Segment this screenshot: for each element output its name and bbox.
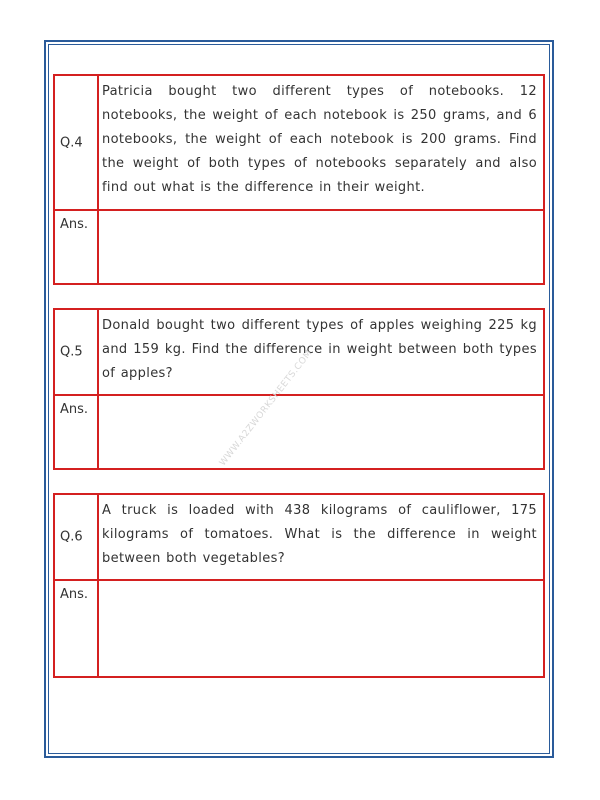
question-text: Donald bought two different types of apples weighing 225 kg and 159 kg. Find the difference in weight between both types of apples?	[102, 318, 537, 381]
answer-row[interactable]	[55, 394, 543, 468]
answer-label: Ans.	[60, 217, 89, 232]
question-text: A truck is loaded with 438 kilograms of cauliflower, 175 kilograms of tomatoes. What is the difference in weight between both vegetables?	[102, 503, 537, 566]
question-row	[55, 495, 543, 579]
answer-label: Ans.	[60, 587, 89, 602]
question-row	[55, 310, 543, 394]
question-number: Q.6	[60, 529, 83, 545]
answer-row[interactable]	[55, 579, 543, 676]
question-number: Q.4	[60, 135, 83, 150]
question-number-cell	[55, 310, 99, 394]
answer-label-cell	[55, 211, 99, 283]
question-number-cell	[55, 76, 99, 209]
question-number-cell	[55, 495, 99, 579]
answer-label-cell	[55, 396, 99, 468]
watermark: WWW.A2ZWORKSHEETS.COM	[218, 348, 315, 469]
answer-label: Ans.	[60, 402, 89, 417]
question-row	[55, 76, 543, 209]
question-block-4	[53, 74, 545, 285]
answer-row[interactable]	[55, 209, 543, 283]
question-number: Q.5	[60, 344, 83, 360]
question-block-6	[53, 493, 545, 678]
question-block-5	[53, 308, 545, 470]
question-text: Patricia bought two different types of notebooks. 12 notebooks, the weight of each notebook is 250 grams, and 6 notebooks, the weight of each notebook is 200 grams. Find the weight of both types of notebooks separately and also find out what is the difference in their weight.	[102, 84, 537, 195]
answer-label-cell	[55, 581, 99, 676]
